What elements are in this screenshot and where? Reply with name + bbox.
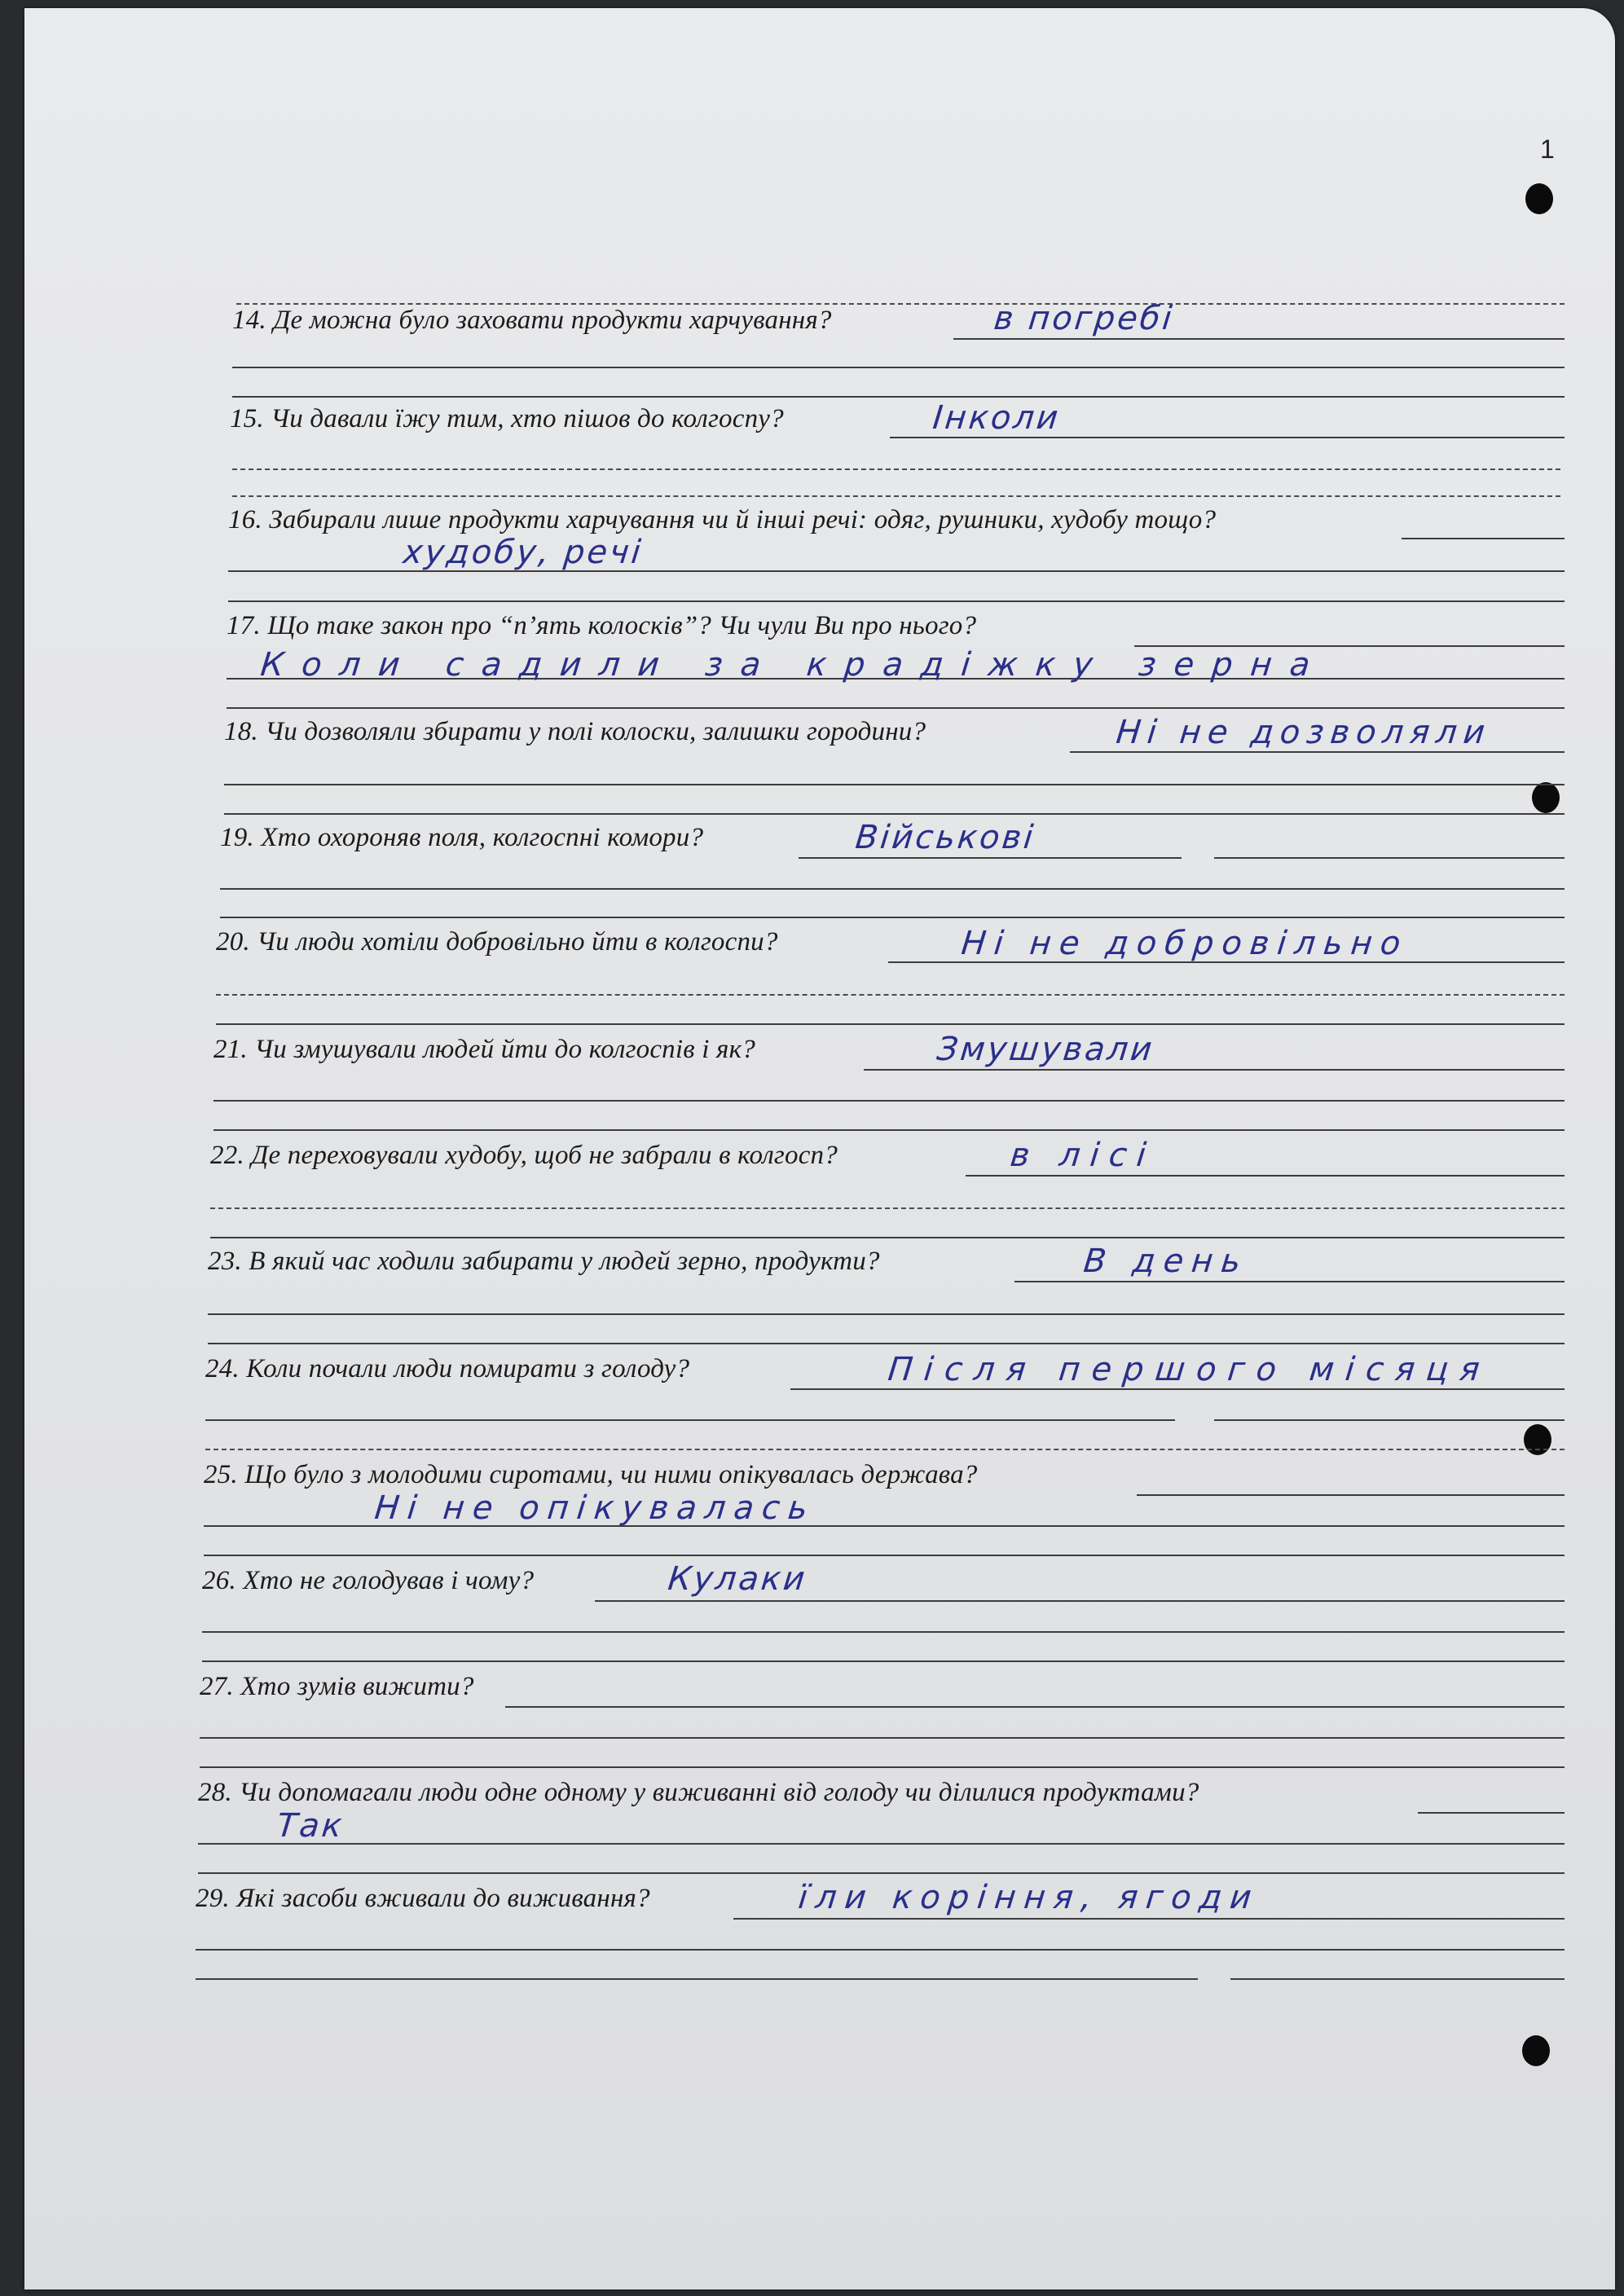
- question-20: 20. Чи люди хотіли добровільно йти в колгоспи?: [216, 927, 778, 957]
- answer-22: в лісі: [1008, 1137, 1158, 1174]
- answer-line: [196, 1978, 1198, 1980]
- answer-25: Ні не опікувалась: [372, 1489, 818, 1527]
- answer-line: [1230, 1978, 1565, 1980]
- answer-line: [210, 1237, 1565, 1238]
- answer-29: їли коріння, ягоди: [796, 1879, 1261, 1916]
- answer-26: Кулаки: [666, 1560, 809, 1598]
- punch-hole: [1522, 2035, 1550, 2066]
- answer-20: Ні не добровільно: [959, 925, 1411, 962]
- answer-line: [200, 1766, 1565, 1768]
- answer-line: [890, 437, 1565, 438]
- answer-line: [232, 367, 1565, 368]
- question-28: 28. Чи допомагали люди одне одному у виживанні від голоду чи ділилися продуктами?: [198, 1778, 1199, 1807]
- answer-line: [505, 1706, 1565, 1708]
- answer-line: [204, 1555, 1565, 1556]
- answer-line: [1137, 1494, 1565, 1496]
- answer-line: [220, 917, 1565, 918]
- answer-19: Військові: [853, 819, 1037, 856]
- separator-line: [236, 303, 1565, 305]
- question-19: 19. Хто охороняв поля, колгоспні комори?: [220, 823, 704, 852]
- answer-line: [208, 1343, 1565, 1344]
- answer-line: [1214, 857, 1565, 859]
- answer-line: [198, 1872, 1565, 1874]
- question-26: 26. Хто не голодував і чому?: [202, 1566, 535, 1595]
- answer-24: Після першого місяця: [886, 1351, 1494, 1388]
- answer-line: [595, 1600, 1565, 1602]
- question-29: 29. Які засоби вживали до виживання?: [196, 1884, 650, 1913]
- question-22: 22. Де переховували худобу, щоб не забрали в колгосп?: [210, 1141, 838, 1170]
- answer-line: [205, 1419, 1175, 1421]
- question-16: 16. Забирали лише продукти харчування чи й інші речі: одяг, рушники, худобу тощо?: [228, 505, 1217, 534]
- answer-23: В день: [1081, 1243, 1251, 1280]
- answer-line: [210, 1207, 1565, 1209]
- answer-line: [228, 600, 1565, 602]
- answer-line: [216, 994, 1565, 996]
- answer-line: [213, 1100, 1565, 1102]
- question-23: 23. В який час ходили забирати у людей зерно, продукти?: [208, 1247, 880, 1276]
- answer-line: [220, 888, 1565, 890]
- answer-21: Змушували: [935, 1031, 1156, 1068]
- page-marker: 1: [1540, 134, 1555, 164]
- answer-line: [1402, 538, 1565, 539]
- answer-line: [208, 1313, 1565, 1315]
- answer-line: [232, 495, 1560, 497]
- answer-line: [205, 1449, 1565, 1450]
- answer-line: [790, 1388, 1565, 1390]
- answer-15: Інколи: [931, 399, 1063, 437]
- answer-line: [1014, 1281, 1565, 1282]
- question-18: 18. Чи дозволяли збирати у полі колоски, залишки городини?: [224, 717, 926, 746]
- question-21: 21. Чи змушували людей йти до колгоспів і як?: [213, 1035, 755, 1064]
- answer-line: [232, 468, 1560, 470]
- answer-14: в погребі: [992, 300, 1177, 337]
- questionnaire-page: [24, 8, 1615, 2289]
- question-15: 15. Чи давали їжу тим, хто пішов до колгоспу?: [230, 404, 784, 433]
- answer-line: [953, 338, 1565, 340]
- answer-line: [202, 1660, 1565, 1662]
- answer-line: [864, 1069, 1565, 1071]
- question-14: 14. Де можна було заховати продукти харчування?: [232, 306, 832, 335]
- answer-18: Ні не дозволяли: [1114, 714, 1494, 751]
- answer-line: [200, 1737, 1565, 1739]
- answer-line: [213, 1129, 1565, 1131]
- answer-line: [202, 1631, 1565, 1633]
- punch-hole: [1524, 1424, 1551, 1455]
- answer-line: [733, 1918, 1565, 1920]
- answer-line: [224, 813, 1565, 815]
- question-27: 27. Хто зумів вижити?: [200, 1672, 474, 1701]
- answer-line: [196, 1949, 1565, 1951]
- answer-line: [799, 857, 1182, 859]
- answer-line: [1070, 751, 1565, 753]
- answer-line: [966, 1175, 1565, 1177]
- answer-line: [1214, 1419, 1565, 1421]
- answer-16: худобу, речі: [401, 534, 645, 571]
- punch-hole: [1525, 183, 1553, 214]
- answer-line: [224, 784, 1565, 785]
- answer-line: [198, 1843, 1565, 1845]
- question-17: 17. Що таке закон про “п’ять колосків”? Чи чули Ви про нього?: [227, 611, 977, 640]
- answer-line: [1418, 1812, 1565, 1814]
- answer-line: [227, 707, 1565, 709]
- question-24: 24. Коли почали люди помирати з голоду?: [205, 1354, 690, 1383]
- question-25: 25. Що було з молодими сиротами, чи ними опікувалась держава?: [204, 1460, 978, 1489]
- answer-17: Коли садили за крадіжку зерна: [258, 646, 1330, 684]
- answer-28: Так: [275, 1807, 346, 1845]
- answer-line: [232, 396, 1565, 398]
- answer-line: [216, 1023, 1565, 1025]
- punch-hole: [1532, 782, 1560, 813]
